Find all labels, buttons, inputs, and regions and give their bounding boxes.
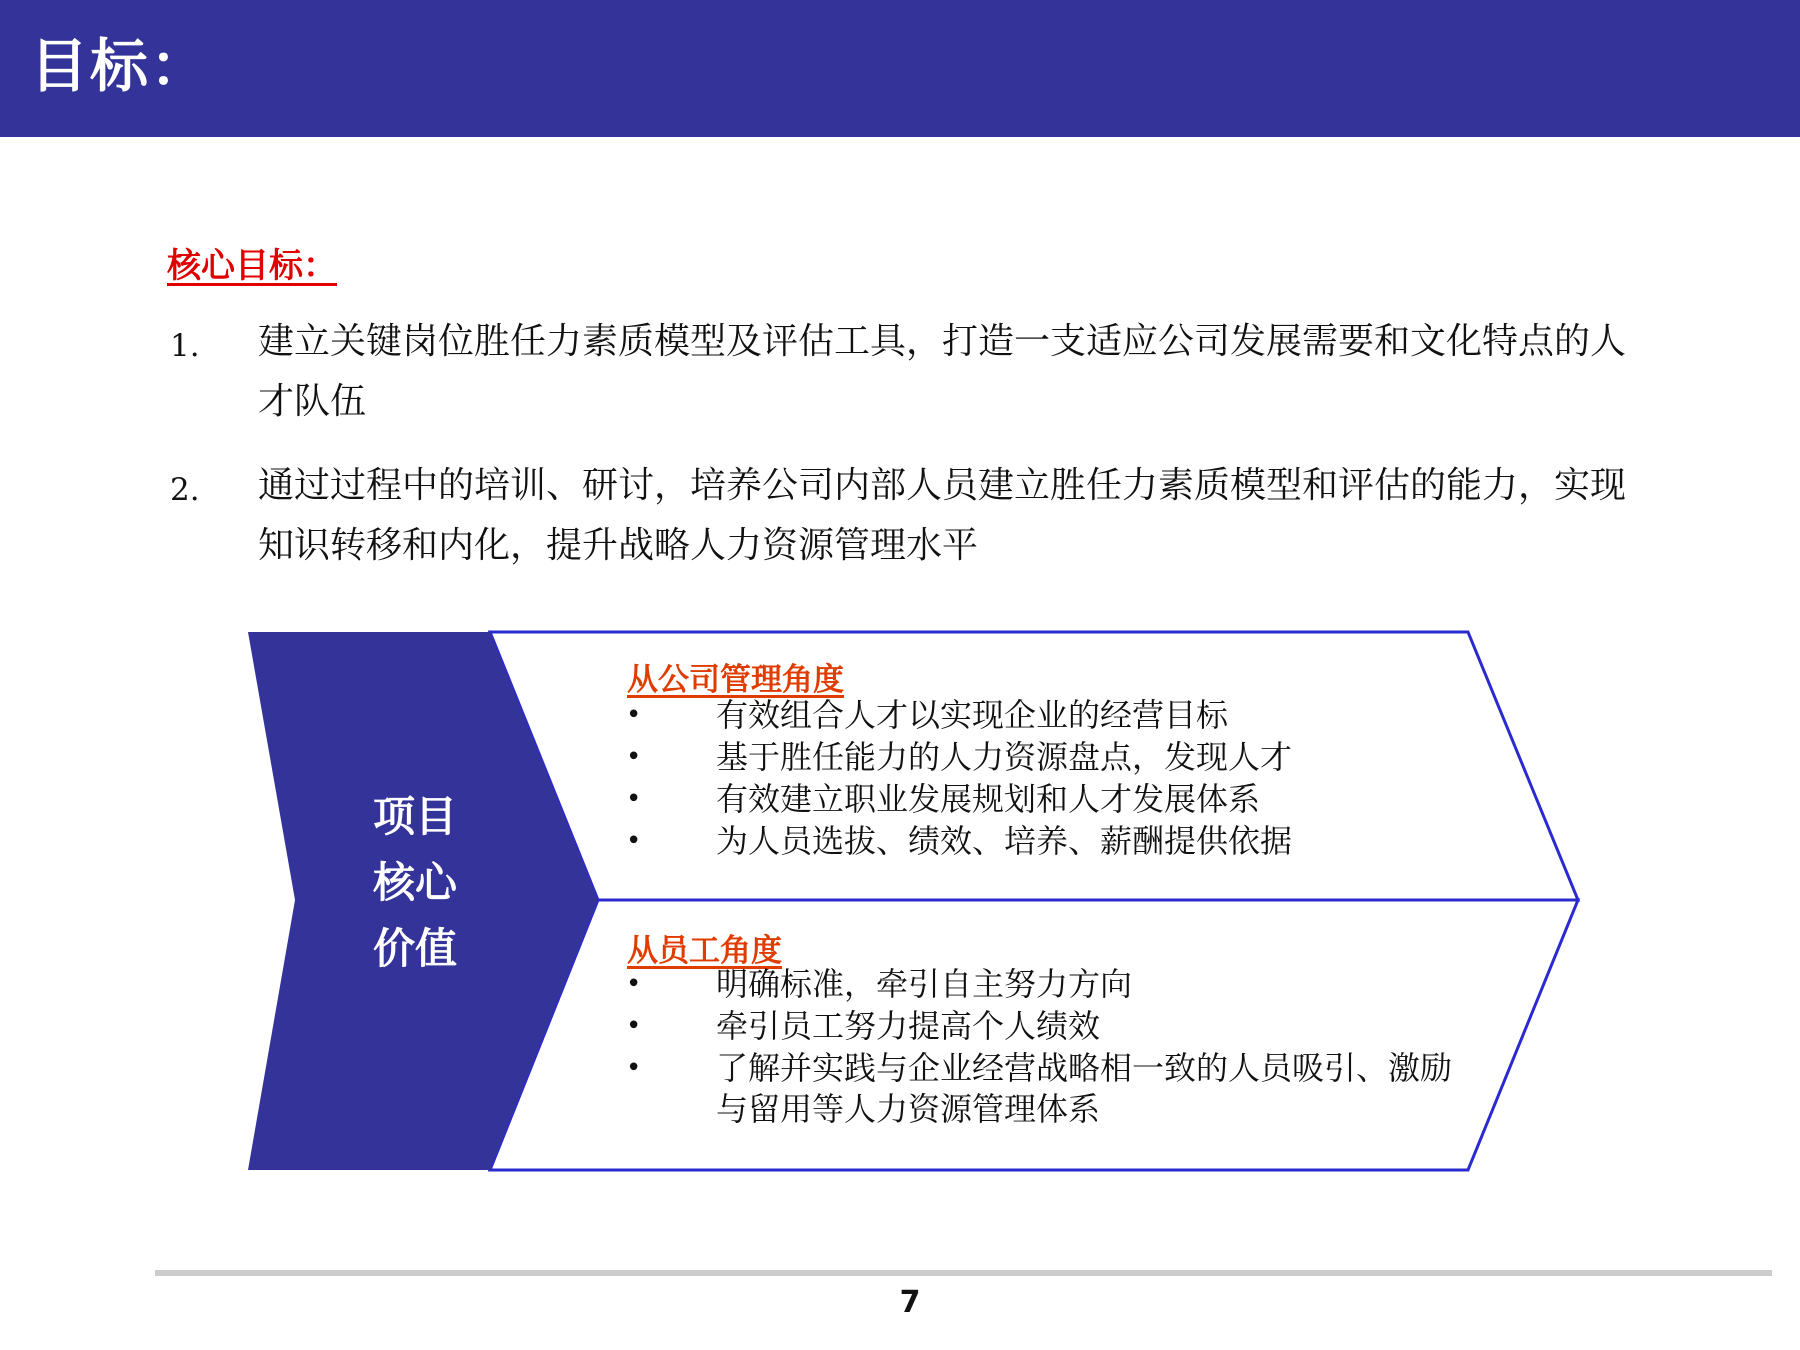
bullet-dot: • [626, 969, 642, 999]
bullet-dot: • [626, 742, 642, 772]
company-perspective-title: 从公司管理角度 [627, 662, 844, 698]
core-goals-heading: 核心目标： [167, 246, 337, 286]
bullet-dot: • [626, 826, 642, 856]
value-label-line-1: 项目 [372, 792, 457, 841]
bullet-dot: • [626, 784, 642, 814]
goal-1-text: 建立关键岗位胜任力素质模型及评估工具，打造一支适应公司发展需要和文化特点的人才队伍 [258, 321, 1627, 422]
company-item-4: 为人员选拔、绩效、培养、薪酬提供依据 [716, 822, 1293, 860]
footer-divider [155, 1270, 1772, 1276]
employee-item-3: 了解并实践与企业经营战略相一致的人员吸引、激励与留用等人力资源管理体系 [716, 1049, 1453, 1128]
employee-item-1: 明确标准，牵引自主努力方向 [716, 965, 1133, 1003]
employee-item-2: 牵引员工努力提高个人绩效 [716, 1007, 1101, 1045]
company-item-2: 基于胜任能力的人力资源盘点，发现人才 [716, 738, 1293, 776]
page-number: 7 [899, 1285, 921, 1320]
bullet-dot: • [626, 1011, 642, 1041]
value-label-line-2: 核心 [372, 858, 457, 907]
value-label-line-3: 价值 [372, 924, 457, 973]
goal-1-number: 1. [170, 328, 200, 364]
goal-2-text: 通过过程中的培训、研讨，培养公司内部人员建立胜任力素质模型和评估的能力，实现知识转移和内化，提升战略人力资源管理水平 [258, 465, 1627, 566]
bullet-dot: • [626, 700, 642, 730]
goal-2-number: 2. [170, 472, 200, 508]
page-title: 目标： [30, 32, 211, 100]
company-item-3: 有效建立职业发展规划和人才发展体系 [716, 780, 1261, 818]
company-item-1: 有效组合人才以实现企业的经营目标 [716, 696, 1229, 734]
employee-perspective-title: 从员工角度 [627, 933, 782, 969]
bullet-dot: • [626, 1053, 642, 1083]
